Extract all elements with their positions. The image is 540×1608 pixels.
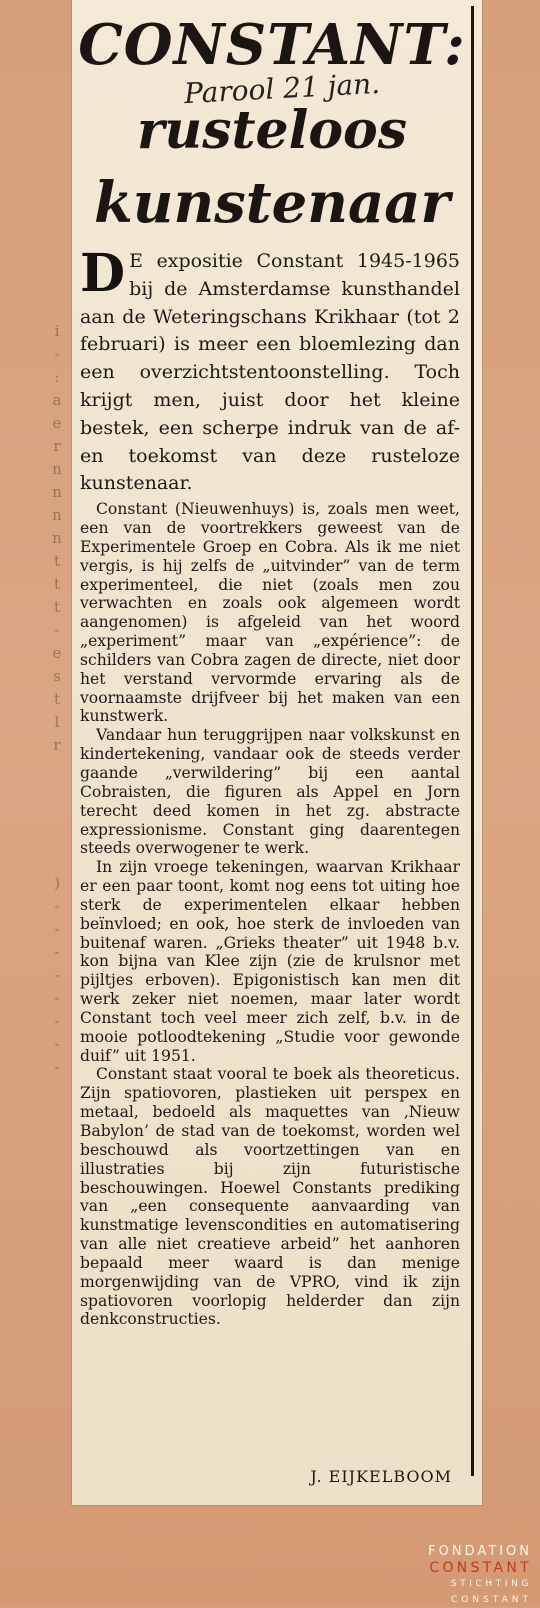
bleed-letter: - xyxy=(54,345,60,363)
bleed-letter: - xyxy=(54,1058,60,1076)
headline-line-2: rusteloos xyxy=(137,100,407,161)
bleed-letter: r xyxy=(53,736,61,754)
bleed-letter: t xyxy=(53,690,61,708)
paragraph-1: Constant (Nieuwenhuys) is, zoals men weet, een van de voortrekkers geweest van de Experimentele Groep en Cobra. Als ik me niet vergis, is hij zelfs de „uitvinder” van de term experimenteel, die niet (zoals men zou verwachten en zoals ook algemeen wordt aangenomen) is afgeleid van het woord „experiment” maar van „expérience”: de schilders van Cobra zagen de directe, niet door het verstand vervormde ervaring als de voornaamste drijfveer bij het maken van een kunstwerk. xyxy=(80,500,460,726)
lead-paragraph xyxy=(80,243,460,498)
bleed-letter: r xyxy=(53,437,61,455)
bleed-letter xyxy=(44,803,70,826)
foundation-watermark xyxy=(412,1544,532,1608)
bleed-letter: n xyxy=(52,506,62,524)
watermark-line-1: FONDATION xyxy=(428,1544,532,1559)
bleed-letter xyxy=(44,780,70,803)
paragraph-2: Vandaar hun teruggrijpen naar volkskunst en kindertekening, vandaar ook de steeds verder gaande „verwildering” bij een aantal Cobraisten, die figuren als Appel en Jorn terecht deed komen in het zg. abstracte expressionisme. Constant ging daarentegen steeds overwogener te werk. xyxy=(80,726,460,858)
headline-line-3: kunstenaar xyxy=(93,170,451,236)
watermark-line-3: STICHTING xyxy=(450,1579,532,1589)
handwritten-annotation: Parool 21 jan. xyxy=(183,66,381,111)
bleed-letter xyxy=(44,849,70,872)
paragraph-3: In zijn vroege tekeningen, waarvan Krikhaar er een paar toont, komt nog eens tot uiting hoe sterk de experimentelen elkaar hebben beïnvloed; en ook, hoe sterk de invloeden van buitenaf waren. „Grieks theater” uit 1948 b.v. kon bijna van Klee zijn (zie de krulsnor met pijltjes erboven). Epigonistisch kan men dit werk zeker niet noemen, maar later wordt Constant toch veel meer zich zelf, b.v. in de mooie potloodtekening „Studie voor gewonde duif” uit 1951. xyxy=(80,858,460,1065)
bleed-letter: - xyxy=(54,920,60,938)
bleed-letter: n xyxy=(52,483,62,501)
bleed-letter: - xyxy=(54,621,60,639)
paragraph-4: Constant staat vooral te boek als theoreticus. Zijn spatiovoren, plastieken uit perspex en metaal, bedoeld als maquettes van ‚Nieuw Babylon’ de stad van de toekomst, worden wel beschouwd als voortzettingen van en illustraties bij zijn futuristische beschouwingen. Hoewel Constants prediking van „een consequente aanvaarding van kunstmatige levenscondities en automatisering van alle niet creatieve arbeid” het aanhoren bepaald meer waard is dan menige morgenwijding van de VPRO, vind ik zijn spatiovoren voorlopig helderder dan zijn denkconstructies. xyxy=(80,1065,460,1329)
bleed-letter: : xyxy=(54,368,60,386)
article-body xyxy=(80,243,460,1329)
bleed-letter: e xyxy=(52,414,62,432)
bleed-letter: n xyxy=(52,529,62,547)
bleed-letter: - xyxy=(54,1035,60,1053)
bleed-letter: t xyxy=(53,575,61,593)
bleed-letter: l xyxy=(54,713,60,731)
bleed-letter: ) xyxy=(54,874,60,892)
drop-cap: D xyxy=(80,243,126,304)
bleed-letter: s xyxy=(53,667,61,685)
headline-line-1: CONSTANT: xyxy=(78,12,466,78)
bleed-letter: - xyxy=(54,989,60,1007)
bleed-letter: t xyxy=(53,598,61,616)
bleed-letter: n xyxy=(52,460,62,478)
newspaper-clipping xyxy=(72,0,482,1505)
bleed-letter: - xyxy=(54,897,60,915)
bleed-letter: e xyxy=(52,644,62,662)
bleed-letter xyxy=(44,826,70,849)
bleed-through-letters xyxy=(44,320,70,1079)
author-byline: J. EIJKELBOOM xyxy=(310,1467,452,1486)
watermark-line-2: CONSTANT xyxy=(429,1560,532,1576)
bleed-letter: t xyxy=(53,552,61,570)
bleed-letter: - xyxy=(54,1012,60,1030)
bleed-letter: i xyxy=(54,322,60,340)
bleed-letter: - xyxy=(54,943,60,961)
bleed-letter: - xyxy=(54,966,60,984)
lead-text: E expositie Constant 1945-1965 bij de Amsterdamse kunsthandel aan de Weteringschans Krikhaar (tot 2 februari) is meer een bloemlezing dan een overzichtstentoonstelling. Toch krijgt men, juist door het kleine bestek, een scherpe indruk van de af- en toekomst van deze rusteloze kunstenaar. xyxy=(80,250,460,495)
bleed-letter: a xyxy=(52,391,62,409)
bleed-letter xyxy=(44,757,70,780)
watermark-line-4: CONSTANT xyxy=(451,1595,532,1605)
